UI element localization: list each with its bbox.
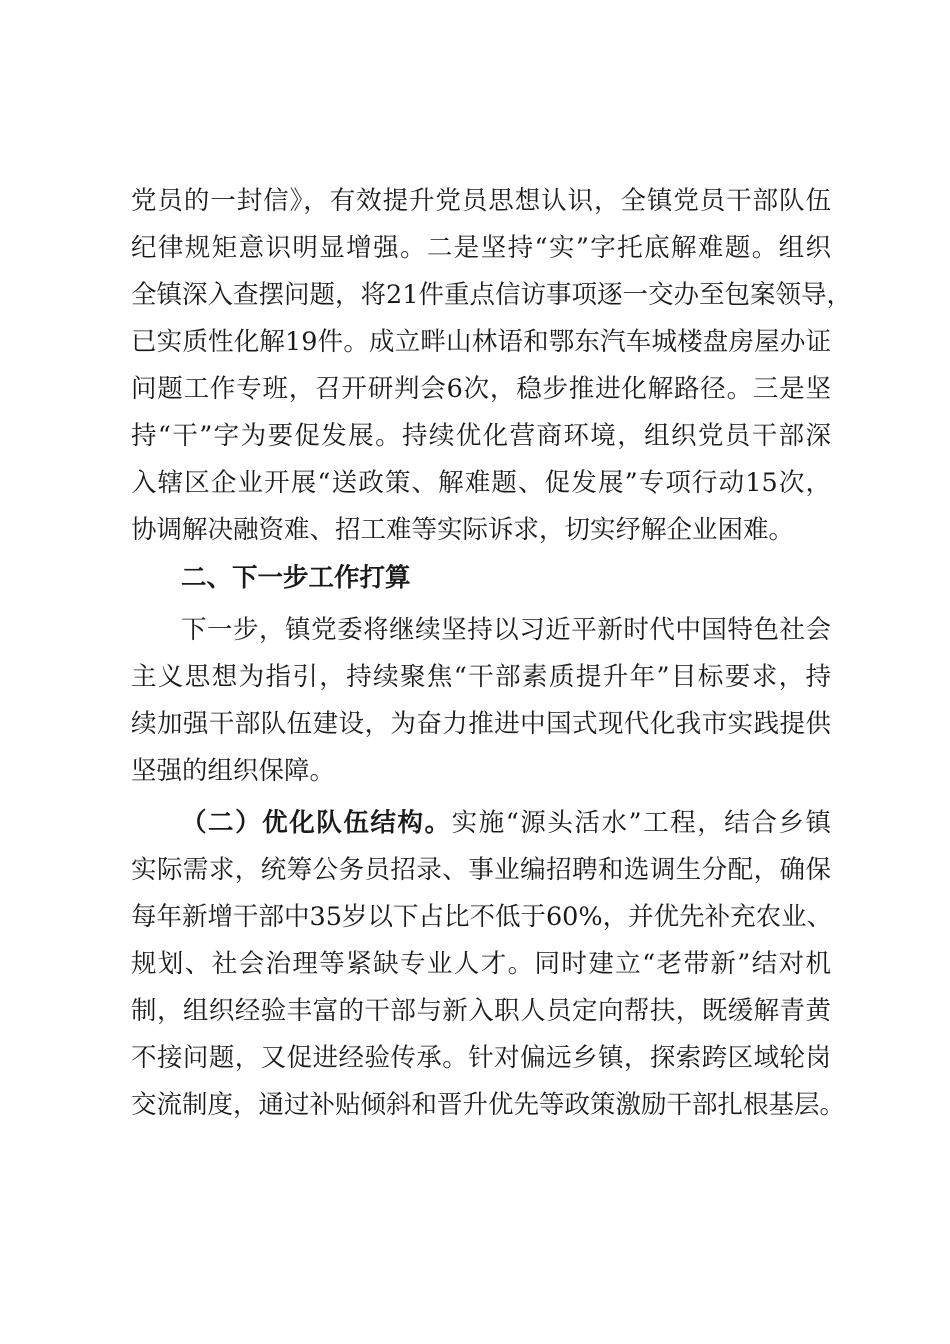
- paragraph-line: 持“干”字为要促发展。持续优化营商环境，组织党员干部深: [131, 421, 831, 451]
- paragraph-line: 全镇深入查摆问题，将21件重点信访事项逐一交办至包案领导，: [131, 280, 852, 310]
- paragraph-line: 坚强的组织保障。: [131, 756, 336, 786]
- paragraph-line: 入辖区企业开展“送政策、解难题、促发展”专项行动15次，: [131, 468, 831, 498]
- paragraph-line: 续加强干部队伍建设，为奋力推进中国式现代化我市实践提供: [131, 709, 831, 739]
- paragraph-line: 实际需求，统筹公务员招录、事业编招聘和选调生分配，确保: [131, 855, 831, 885]
- paragraph-line: 规划、社会治理等紧缺专业人才。同时建立“老带新”结对机: [131, 949, 831, 979]
- paragraph-line: 每年新增干部中35岁以下占比不低于60%，并优先补充农业、: [131, 902, 833, 932]
- paragraph-line: 问题工作专班，召开研判会6次，稳步推进化解路径。三是坚: [131, 374, 831, 404]
- paragraph-line: 交流制度，通过补贴倾斜和晋升优先等政策激励干部扎根基层。: [131, 1090, 846, 1120]
- paragraph-line: 主义思想为指引，持续聚焦“干部素质提升年”目标要求，持: [131, 662, 831, 692]
- subsection-lead: （二）优化队伍结构。: [181, 808, 452, 838]
- paragraph-line-rest: 实施“源头活水”工程，结合乡镇: [451, 808, 831, 838]
- section-heading: 二、下一步工作打算: [181, 563, 411, 593]
- paragraph-line: 党员的一封信》，有效提升党员思想认识，全镇党员干部队伍: [131, 186, 831, 216]
- paragraph-line: 已实质性化解19件。成立畔山林语和鄂东汽车城楼盘房屋办证: [131, 327, 831, 357]
- paragraph-line: 协调解决融资难、招工难等实际诉求，切实纾解企业困难。: [131, 515, 795, 545]
- paragraph-line: 不接问题，又促进经验传承。针对偏远乡镇，探索跨区域轮岗: [131, 1043, 831, 1073]
- paragraph-line: 下一步，镇党委将继续坚持以习近平新时代中国特色社会: [181, 615, 831, 645]
- paragraph-line: 纪律规矩意识明显增强。二是坚持“实”字托底解难题。组织: [131, 233, 831, 263]
- paragraph-first-line: [181, 803, 831, 843]
- paragraph-line: 制，组织经验丰富的干部与新入职人员定向帮扶，既缓解青黄: [131, 996, 831, 1026]
